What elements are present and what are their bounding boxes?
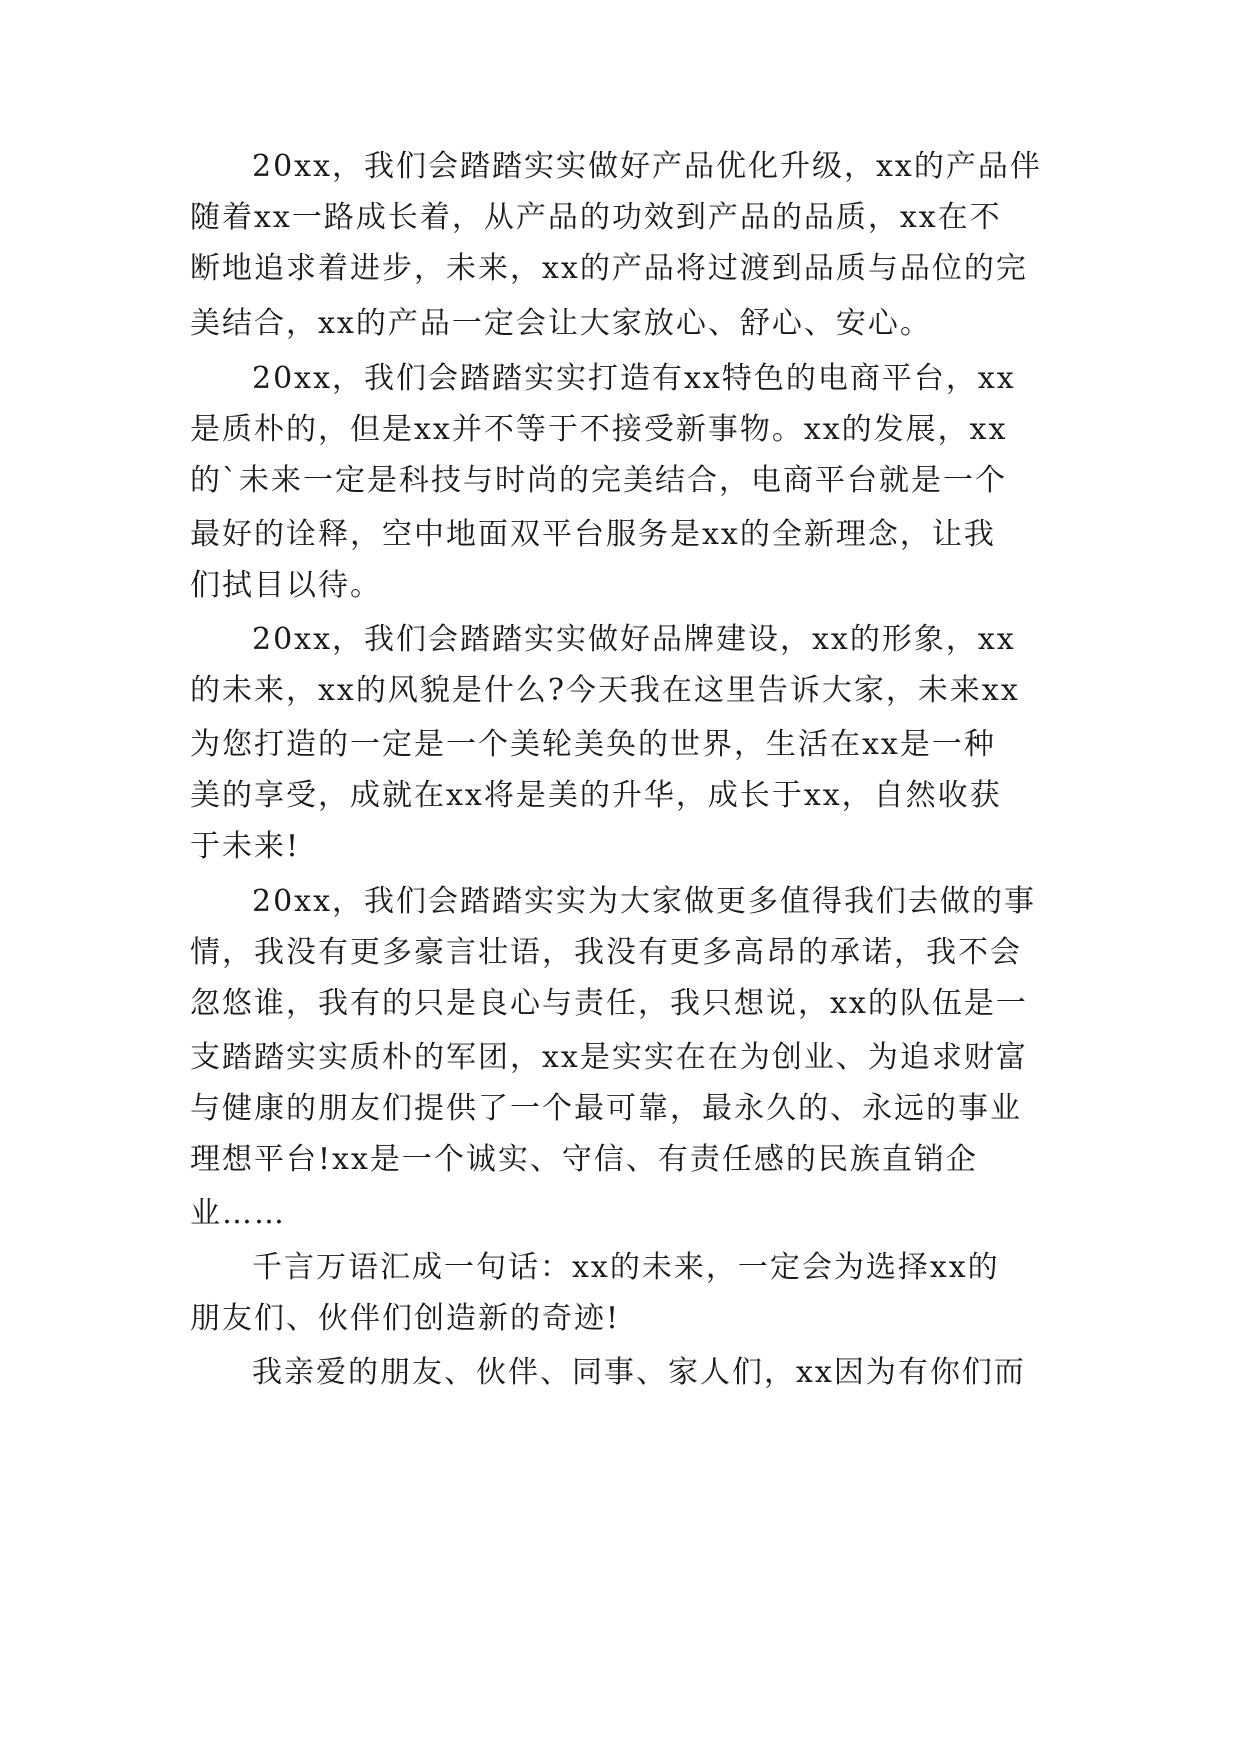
text-line: 于未来! xyxy=(190,829,301,864)
text-line: 支踏踏实实质朴的军团，xx是实实在在为创业、为追求财富 xyxy=(190,1040,1028,1075)
text-line: 最好的诠释，空中地面双平台服务是xx的全新理念，让我 xyxy=(190,517,996,552)
text-line: 业…… xyxy=(190,1196,286,1231)
text-line: 朋友们、伙伴们创造新的奇迹! xyxy=(190,1301,621,1336)
text-line: 千言万语汇成一句话：xx的未来，一定会为选择xx的 xyxy=(252,1250,1000,1285)
text-line: 为您打造的一定是一个美轮美奂的世界，生活在xx是一种 xyxy=(190,727,996,762)
text-line: 20xx，我们会踏踏实实为大家做更多值得我们去做的事 xyxy=(252,884,1037,919)
text-line: 美结合，xx的产品一定会让大家放心、舒心、安心。 xyxy=(190,306,932,341)
text-line: 是质朴的，但是xx并不等于不接受新事物。xx的发展，xx xyxy=(190,412,1008,447)
text-line: 20xx，我们会踏踏实实做好产品优化升级，xx的产品伴 xyxy=(252,149,1042,184)
text-line: 20xx，我们会踏踏实实打造有xx特色的电商平台，xx xyxy=(252,361,1016,396)
text-line: 与健康的朋友们提供了一个最可靠，最永久的、永远的事业 xyxy=(190,1091,1022,1126)
text-line: 美的享受，成就在xx将是美的升华，成长于xx，自然收获 xyxy=(190,778,1002,813)
text-line: 20xx，我们会踏踏实实做好品牌建设，xx的形象，xx xyxy=(252,622,1016,657)
text-line: 的`未来一定是科技与时尚的完美结合，电商平台就是一个 xyxy=(190,463,1007,498)
text-line: 的未来，xx的风貌是什么?今天我在这里告诉大家，未来xx xyxy=(190,673,1020,708)
text-line: 我亲爱的朋友、伙伴、同事、家人们，xx因为有你们而 xyxy=(252,1355,1026,1390)
text-line: 随着xx一路成长着，从产品的功效到产品的品质，xx在不 xyxy=(190,200,1002,235)
text-line: 断地追求着进步，未来，xx的产品将过渡到品质与品位的完 xyxy=(190,251,1028,286)
text-line: 们拭目以待。 xyxy=(190,568,382,603)
text-line: 理想平台!xx是一个诚实、守信、有责任感的民族直销企 xyxy=(190,1142,978,1177)
text-line: 忽悠谁，我有的只是良心与责任，我只想说，xx的队伍是一 xyxy=(190,986,1028,1021)
text-line: 情，我没有更多豪言壮语，我没有更多高昂的承诺，我不会 xyxy=(190,935,1022,970)
